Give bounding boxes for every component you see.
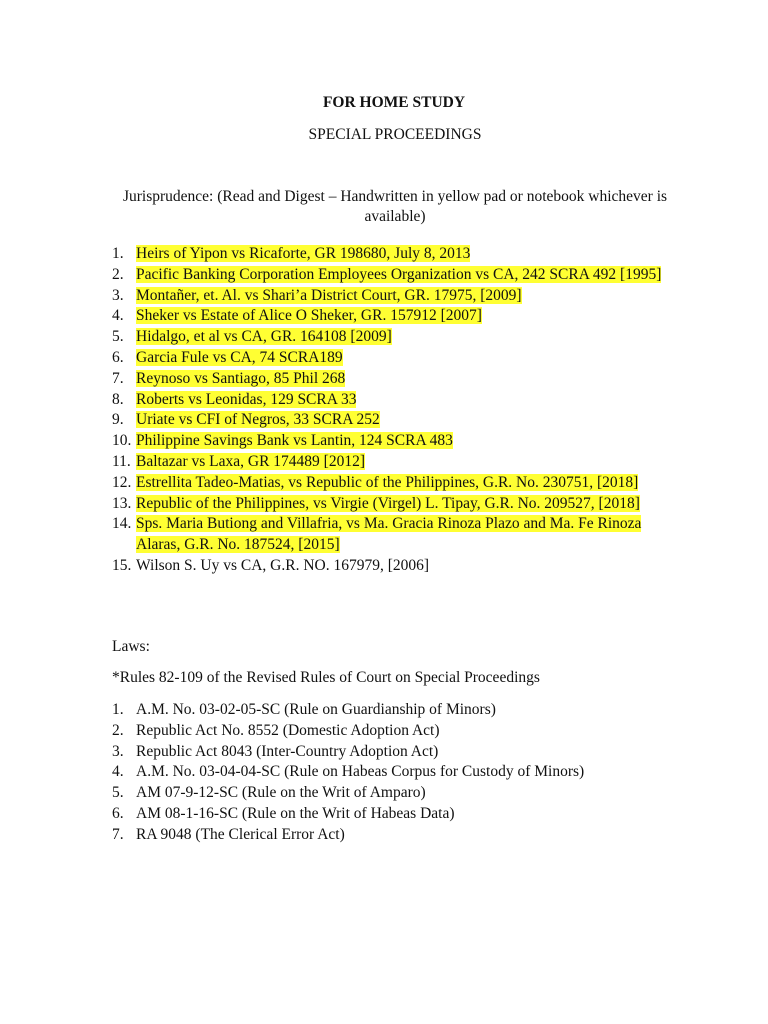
law-item-number: 3.	[112, 742, 124, 760]
law-item-text-wrap	[136, 700, 678, 721]
case-item-text: Roberts vs Leonidas, 129 SCRA 33	[136, 390, 357, 408]
law-item	[112, 825, 678, 846]
case-item	[112, 494, 678, 515]
case-item-text: Garcia Fule vs CA, 74 SCRA189	[136, 348, 343, 366]
case-item-text-wrap	[136, 431, 678, 452]
case-item-number: 9.	[112, 411, 124, 429]
law-item	[112, 742, 678, 763]
case-item-number: 1.	[112, 245, 124, 262]
case-item-text-wrap	[136, 348, 678, 369]
law-item-number: 5.	[112, 784, 124, 802]
law-item	[112, 721, 678, 742]
case-item-text-wrap	[136, 286, 678, 307]
case-item	[112, 390, 678, 411]
case-item-text: Reynoso vs Santiago, 85 Phil 268	[136, 369, 346, 387]
law-item-number: 4.	[112, 763, 124, 781]
case-item	[112, 452, 678, 473]
case-item-text-wrap	[136, 556, 678, 577]
law-item-number: 1.	[112, 701, 124, 718]
law-item-text: Republic Act 8043 (Inter-Country Adoption Act)	[136, 742, 439, 760]
case-item-number: 13.	[112, 494, 132, 512]
case-item-text-wrap	[136, 306, 678, 327]
case-item	[112, 410, 678, 431]
case-item-text-wrap	[136, 390, 678, 411]
case-item-text: Estrellita Tadeo-Matias, vs Republic of the Philippines, G.R. No. 230751, [2018]	[136, 473, 639, 491]
case-item-text-wrap	[136, 514, 678, 556]
law-item-text-wrap	[136, 762, 678, 783]
law-item-number: 6.	[112, 804, 124, 822]
law-item-text-wrap	[136, 804, 678, 825]
case-item	[112, 369, 678, 390]
case-item	[112, 244, 678, 265]
law-item	[112, 700, 678, 721]
law-item-text: RA 9048 (The Clerical Error Act)	[136, 825, 345, 843]
case-item	[112, 431, 678, 452]
case-item-number: 2.	[112, 265, 124, 283]
case-item-text: Uriate vs CFI of Negros, 33 SCRA 252	[136, 411, 380, 429]
case-item-number: 11.	[112, 452, 131, 470]
law-item-text: A.M. No. 03-04-04-SC (Rule on Habeas Corpus for Custody of Minors)	[136, 763, 585, 781]
document-title: FOR HOME STUDY	[322, 94, 466, 111]
case-item-text-wrap	[136, 244, 678, 265]
law-item-number: 2.	[112, 721, 124, 739]
case-item-number: 10.	[112, 432, 132, 450]
case-item	[112, 514, 678, 556]
case-item	[112, 473, 678, 494]
case-item-text: Hidalgo, et al vs CA, GR. 164108 [2009]	[136, 328, 392, 346]
jurisprudence-intro: Jurisprudence: (Read and Digest – Handwritten in yellow pad or notebook whichever is available)	[122, 188, 668, 225]
case-item-text: Pacific Banking Corporation Employees Organization vs CA, 242 SCRA 492 [1995]	[136, 265, 662, 283]
case-item	[112, 286, 678, 307]
laws-heading: Laws:	[112, 638, 150, 655]
case-item-number: 14.	[112, 515, 132, 533]
case-item-text: Sps. Maria Butiong and Villafria, vs Ma. Gracia Rinoza Plazo and Ma. Fe Rinoza Alaras, G.R. No. 187524, [2015]	[136, 515, 642, 554]
case-item-text-wrap	[136, 452, 678, 473]
case-item-text: Philippine Savings Bank vs Lantin, 124 SCRA 483	[136, 432, 453, 450]
case-item-text-wrap	[136, 473, 678, 494]
case-item-text-wrap	[136, 494, 678, 515]
case-item-text: Baltazar vs Laxa, GR 174489 [2012]	[136, 452, 365, 470]
case-item	[112, 348, 678, 369]
case-item-number: 6.	[112, 348, 124, 366]
law-item	[112, 762, 678, 783]
case-item-number: 3.	[112, 286, 124, 304]
case-item-text: Republic of the Philippines, vs Virgie (Virgel) L. Tipay, G.R. No. 209527, [2018]	[136, 494, 640, 512]
case-item-text-wrap	[136, 369, 678, 390]
case-item-text-wrap	[136, 410, 678, 431]
case-item-number: 15.	[112, 556, 132, 574]
law-item-text-wrap	[136, 825, 678, 846]
case-item-text: Heirs of Yipon vs Ricaforte, GR 198680, July 8, 2013	[136, 245, 471, 262]
case-item-text-wrap	[136, 327, 678, 348]
law-item-text: Republic Act No. 8552 (Domestic Adoption Act)	[136, 721, 440, 739]
case-item-text: Wilson S. Uy vs CA, G.R. NO. 167979, [2006]	[136, 556, 430, 574]
case-item-number: 5.	[112, 328, 124, 346]
case-item-text: Montañer, et. Al. vs Shari’a District Court, GR. 17975, [2009]	[136, 286, 522, 304]
case-item	[112, 327, 678, 348]
case-item-number: 12.	[112, 473, 132, 491]
case-item-text-wrap	[136, 265, 678, 286]
law-item-text-wrap	[136, 721, 678, 742]
document-subtitle: SPECIAL PROCEEDINGS	[308, 126, 482, 143]
law-item	[112, 804, 678, 825]
law-item	[112, 783, 678, 804]
law-item-text-wrap	[136, 742, 678, 763]
law-item-number: 7.	[112, 825, 124, 843]
case-item	[112, 265, 678, 286]
case-item-number: 4.	[112, 307, 124, 325]
case-item	[112, 306, 678, 327]
case-list	[112, 244, 678, 577]
case-item-number: 8.	[112, 390, 124, 408]
law-item-text: AM 08-1-16-SC (Rule on the Writ of Habeas Data)	[136, 804, 455, 822]
case-item-number: 7.	[112, 369, 124, 387]
case-item	[112, 556, 678, 577]
law-item-text: AM 07-9-12-SC (Rule on the Writ of Amparo)	[136, 784, 426, 802]
laws-list	[112, 700, 678, 846]
case-item-text: Sheker vs Estate of Alice O Sheker, GR. 157912 [2007]	[136, 307, 482, 325]
law-item-text-wrap	[136, 783, 678, 804]
law-item-text: A.M. No. 03-02-05-SC (Rule on Guardianship of Minors)	[136, 701, 496, 718]
rules-line: *Rules 82-109 of the Revised Rules of Court on Special Proceedings	[112, 669, 540, 686]
